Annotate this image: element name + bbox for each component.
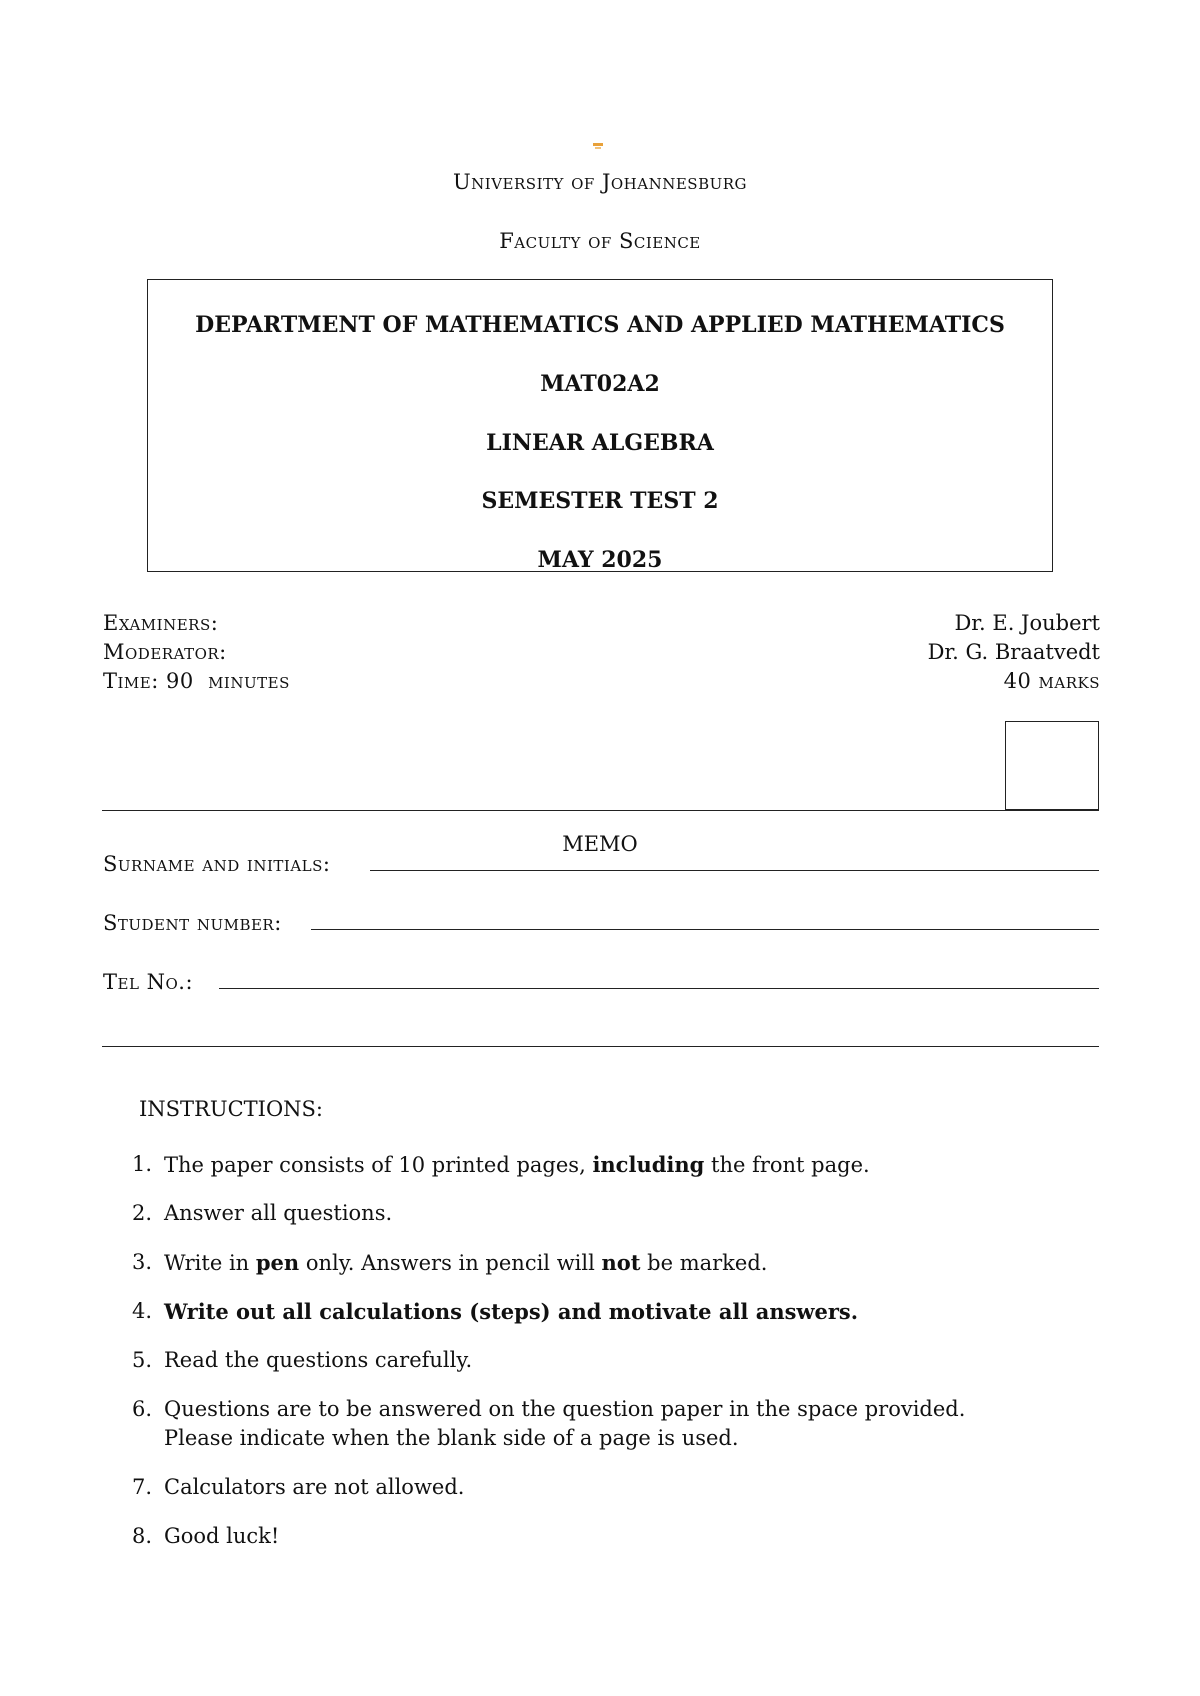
- item-number: 2.: [132, 1201, 153, 1225]
- item-number: 6.: [132, 1397, 153, 1421]
- item-text: Calculators are not allowed.: [164, 1475, 465, 1499]
- assessment-title: SEMESTER TEST 2: [481, 488, 719, 514]
- item-text: Please indicate when the blank side of a page is used.: [164, 1426, 739, 1450]
- tel-label: Tel No.:: [103, 970, 194, 994]
- list-item: [132, 1395, 965, 1453]
- item-number: 5.: [132, 1348, 153, 1372]
- exam-date: MAY 2025: [537, 547, 663, 573]
- item-text: be marked.: [640, 1251, 768, 1275]
- total-marks: 40 marks: [1003, 669, 1100, 693]
- student-number-label: Student number:: [103, 911, 282, 935]
- marks-box[interactable]: [1005, 721, 1099, 810]
- university-logo-icon: [593, 143, 603, 151]
- list-item: [132, 1346, 472, 1375]
- item-text: Answer all questions.: [164, 1201, 393, 1225]
- divider-top: [102, 810, 1099, 811]
- item-text: Good luck!: [164, 1524, 280, 1548]
- list-item: [132, 1297, 858, 1326]
- title-box: [147, 279, 1053, 572]
- list-item: [132, 1248, 767, 1278]
- item-text: Write out all calculations (steps) and motivate all answers.: [164, 1299, 859, 1324]
- examiners-label: Examiners:: [103, 611, 219, 635]
- list-item: [132, 1199, 392, 1228]
- moderator-value: Dr. G. Braatvedt: [927, 640, 1100, 664]
- item-number: 3.: [132, 1250, 153, 1274]
- item-text: Questions are to be answered on the question paper in the space provided.: [164, 1397, 966, 1421]
- item-emphasis: pen: [255, 1250, 300, 1275]
- item-emphasis: including: [592, 1152, 705, 1177]
- department-title: DEPARTMENT OF MATHEMATICS AND APPLIED MATHEMATICS: [195, 312, 1005, 338]
- faculty-name: Faculty of Science: [499, 229, 701, 253]
- time-label: Time: 90 minutes: [103, 669, 290, 693]
- surname-label: Surname and initials:: [103, 852, 331, 876]
- item-number: 1.: [132, 1152, 153, 1176]
- divider-bottom: [102, 1046, 1099, 1047]
- course-code: MAT02A2: [540, 371, 660, 397]
- university-name: University of Johannesburg: [452, 170, 748, 194]
- list-item: [132, 1473, 464, 1502]
- tel-field[interactable]: [219, 988, 1099, 989]
- item-number: 8.: [132, 1524, 153, 1548]
- item-number: 7.: [132, 1475, 153, 1499]
- examiners-value: Dr. E. Joubert: [954, 611, 1100, 635]
- course-name: LINEAR ALGEBRA: [486, 430, 714, 456]
- item-emphasis: not: [601, 1250, 641, 1275]
- item-text: the front page.: [704, 1153, 870, 1177]
- surname-field[interactable]: [370, 870, 1099, 871]
- student-number-field[interactable]: [311, 929, 1099, 930]
- item-text: The paper consists of 10 printed pages,: [164, 1153, 593, 1177]
- list-item: [132, 1522, 279, 1551]
- item-text: Read the questions carefully.: [164, 1348, 473, 1372]
- memo-label: MEMO: [562, 832, 638, 856]
- list-item: [132, 1150, 870, 1180]
- item-number: 4.: [132, 1299, 153, 1323]
- item-text: Write in: [164, 1251, 256, 1275]
- item-text: only. Answers in pencil will: [299, 1251, 602, 1275]
- moderator-label: Moderator:: [103, 640, 227, 664]
- instructions-heading: INSTRUCTIONS:: [139, 1097, 323, 1121]
